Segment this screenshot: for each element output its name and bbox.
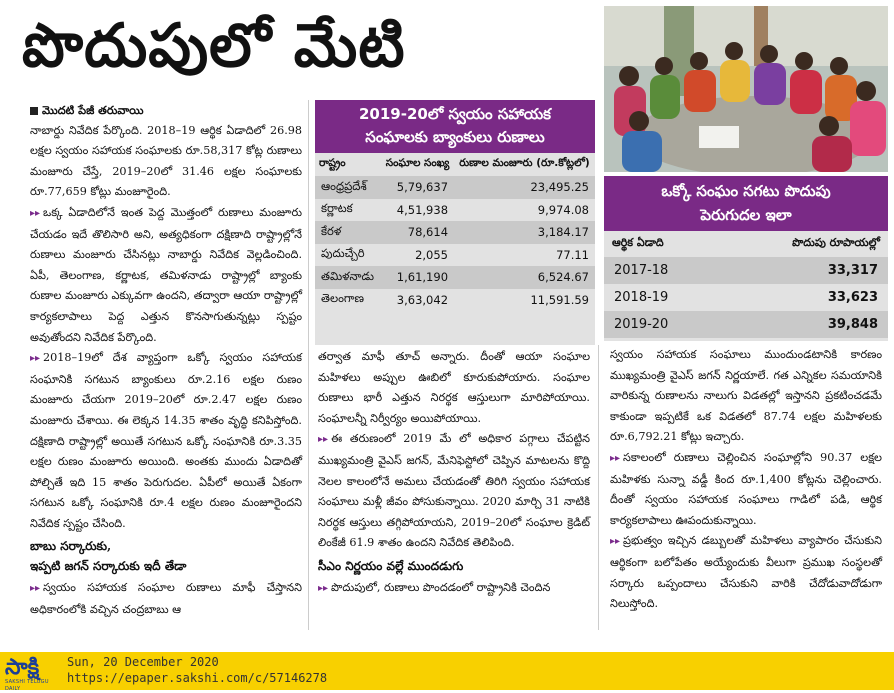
subheading: సీఎం నిర్ణయం వల్లే ముందడుగు xyxy=(318,558,464,573)
arrow-bullet-icon: ▸▸ xyxy=(30,583,41,595)
paragraph: సకాలంలో రుణాలు చెల్లించిన సంఘాల్లోని 90.37 లక్షల మహిళకు సున్నా వడ్డీ కింద రూ.1,400 కోట్లను చెల్లించారు. దీంతో స్వయం సహాయక సంఘాలు గాడిలో పడి, ఆర్థిక కార్యకలాపాలు ఊపందుకున్నాయి. xyxy=(610,450,882,527)
arrow-bullet-icon: ▸▸ xyxy=(318,434,329,446)
paragraph: 2018–19లో దేశ వ్యాప్తంగా ఒక్కో స్వయం సహాయక సంఘానికి సగటున బ్యాంకులు రూ.2.16 లక్షల రుణం మంజూరు చేయగా 2019–20లో రూ.2.47 లక్షల రుణం మంజూరు చేశాయి. ఈ లెక్కన 14.35 శాతం వృద్ధి కనిపిస్తోంది. దక్షిణాది రాష్ట్రాల్లో అయితే సగటున ఒక్కో సంఘానికి రూ.3.35 లక్షల రుణం మంజూరు అయింది. అంతకు ముందు ఏడాదితో పోల్చితే ఇది 15 శాతం పెరుగుదల. ఏపీలో అయితే ఏకంగా సగటున ఒక్కో సంఘానికి రూ.4 లక్షల రుణం మంజూరైందని నివేదిక స్పష్టం చేసింది. xyxy=(30,351,302,530)
headline: పొదుపులో మేటి xyxy=(22,11,406,81)
epaper-link[interactable]: https://epaper.sakshi.com/c/57146278 xyxy=(67,671,328,685)
table-header: పొదుపు రూపాయల్లో xyxy=(792,236,880,249)
paragraph: తర్వాత మాఫీ తూచ్ అన్నారు. దీంతో ఆయా సంఘాల మహిళలు అప్పుల ఊబిలో కూరుకుపోయారు. సంఘాల రుణాలు భారీ ఎత్తున నిరర్థక ఆస్తులుగా మారిపోయాయి. సంఘాలన్నీ నిర్వీర్యం అయిపోయాయి. xyxy=(318,350,590,425)
continued-label: మొదటి పేజీ తరువాయి xyxy=(42,103,144,117)
article-column-2 xyxy=(318,347,590,600)
women-group-photo xyxy=(604,6,888,172)
subheading: బాబు సర్కారుకు, ఇప్పటి జగన్ సర్కారుకు ఇదీ తేడా xyxy=(30,539,187,574)
table-row: కర్ణాటక 4,51,938 9,974.08 xyxy=(321,201,589,217)
arrow-bullet-icon: ▸▸ xyxy=(30,353,41,365)
table-row: కేరళ 78,614 3,184.17 xyxy=(315,221,595,244)
paragraph: ఈ తరుణంలో 2019 మే లో అధికార పగ్గాలు చేపట్టిన ముఖ్యమంత్రి వైఎస్ జగన్, మేనిఫెస్టోలో చెప్పిన మాటలను కొద్ది నెలల కాలంలోనే అమలు చేయడంతో తిరిగి స్వయం సహాయక సంఘాలు మళ్లీ జీవం పోసుకున్నాయి. 2020 మార్చి 31 నాటికి నిరర్థక ఆస్తులు తగ్గిపోయాయని, 2019–20లో సంఘాల క్రెడిట్ లింకేజీ 61.9 శాతం ఉందని నివేదిక తెలిపింది. xyxy=(318,432,590,550)
paragraph: స్వయం సహాయక సంఘాలు ముందుండటానికి కారణం ముఖ్యమంత్రి వైఎస్ జగన్ నిర్ణయాలే. గత ఎన్నికల సమయానికి వారికున్న రుణాలను నాలుగు విడతల్లో ఇస్తానని ప్రకటించడమే కాకుండా ఇప్పటికే ఒక విడతలో 87.74 లక్షల మహిళలకు రూ.6,792.21 కోట్లు ఇచ్చారు. xyxy=(610,348,882,444)
arrow-bullet-icon: ▸▸ xyxy=(30,207,41,219)
table-row: ఆంధ్రప్రదేశ్ 5,79,637 23,495.25 xyxy=(315,176,595,199)
arrow-bullet-icon: ▸▸ xyxy=(318,582,329,594)
table-header: రుణాల మంజూరు (రూ.కోట్లలో) xyxy=(459,157,590,169)
sakshi-logo: సాక్షి SAKSHI TELUGU DAILY xyxy=(5,657,65,687)
table-header: రాష్ట్రం xyxy=(319,157,346,169)
paragraph: పొదుపులో, రుణాలు పొందడంలో రాష్ట్రానికి చెందిన xyxy=(331,580,551,594)
savings-table xyxy=(604,176,888,341)
table-title: ఒక్కో సంఘం సగటు పొదుపు పెరుగుదల ఇలా xyxy=(604,176,888,231)
column-divider xyxy=(308,100,309,630)
paragraph: ప్రభుత్వం ఇచ్చిన డబ్బులతో మహిళలు వ్యాపారం చేసుకుని ఆర్థికంగా బలోపేతం అయ్యేందుకు వీలుగా ప్రముఖ సంస్థలతో సర్కారు ఒప్పందాలు చేసుకుని వారికి చేదోడువాదోడుగా నిలుస్తోంది. xyxy=(610,534,882,611)
table-row: తమిళనాడు 1,61,190 6,524.67 xyxy=(315,266,595,289)
footer-info xyxy=(67,654,327,686)
table-header: సంఘాల సంఖ్య xyxy=(385,157,450,169)
arrow-bullet-icon: ▸▸ xyxy=(610,536,621,548)
loans-table xyxy=(315,100,595,345)
arrow-bullet-icon: ▸▸ xyxy=(610,452,621,464)
table-row: 2017-18 33,317 xyxy=(604,257,888,284)
table-row: 2019-20 39,848 xyxy=(604,311,888,338)
edition-date: Sun, 20 December 2020 xyxy=(67,655,219,669)
article-column-1 xyxy=(30,100,302,621)
table-header: ఆర్థిక ఏడాది xyxy=(612,236,664,249)
table-row: పుదుచ్చేరి 2,055 77.11 xyxy=(321,246,589,262)
table-title: 2019-20లో స్వయం సహాయక సంఘాలకు బ్యాంకులు రుణాలు xyxy=(315,100,595,153)
paragraph: ఒక్క ఏడాదిలోనే ఇంత పెద్ద మొత్తంలో రుణాలు మంజూరు చేయడం ఇదే తొలిసారి అని, అత్యధికంగా దక్షిణాది రాష్ట్రాల్లోనే రుణాలు మంజూరు చేసినట్లు నాబార్డు నివేదిక వెల్లడించింది. ఏపీ, తెలంగాణ, కర్ణాటక, తమిళనాడు రాష్ట్రాల్లో బ్యాంకు రుణాల మంజూరు ఎక్కువగా ఉందని, తద్వారా ఆయా రాష్ట్రాల్లో కార్యకలాపాలు పెద్ద ఎత్తున కొనసాగుతున్నట్లు స్పష్టం అవుతోందని నివేదిక పేర్కొంది. xyxy=(30,205,302,344)
square-bullet-icon xyxy=(30,107,38,115)
article-column-3 xyxy=(610,345,882,615)
column-divider xyxy=(598,345,599,630)
table-row: 2018-19 33,623 xyxy=(614,290,878,305)
paragraph: నాబార్డు నివేదిక పేర్కొంది. 2018–19 ఆర్థిక ఏడాదిలో 26.98 లక్షల స్వయం సహాయక సంఘాలకు రూ.58,317 కోట్ల రుణాలు మంజూరు చేస్తే, 2019–20లో 31.46 లక్షల సంఘాలకు రూ.77,659 కోట్లు మంజూరైంది. xyxy=(30,123,302,199)
paragraph: స్వయం సహాయక సంఘాల రుణాలు మాఫీ చేస్తానని అధికారంలోకి వచ్చిన చంద్రబాబు ఆ xyxy=(30,581,302,617)
table-row: తెలంగాణ 3,63,042 11,591.59 xyxy=(321,291,589,307)
